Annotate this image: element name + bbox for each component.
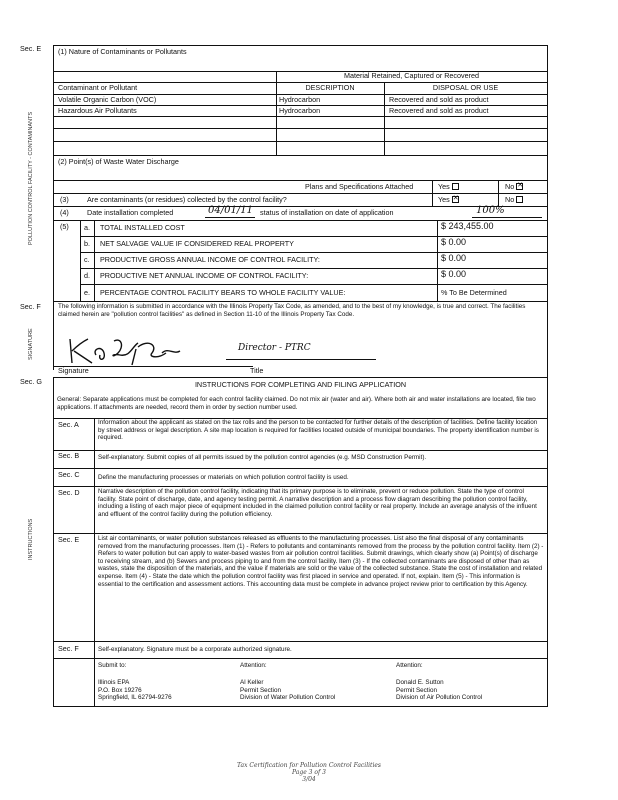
q4-status-value[interactable]: 100%	[476, 205, 505, 216]
attention-air-label: Attention:	[396, 662, 423, 669]
signature-image	[62, 333, 192, 367]
q4-date-value[interactable]: 04/01/11	[208, 205, 253, 216]
cost-label: PERCENTAGE CONTROL FACILITY BEARS TO WHOLE FACILITY VALUE:	[100, 288, 346, 297]
cost-label: TOTAL INSTALLED COST	[100, 223, 185, 232]
plans-attached-label: Plans and Specifications Attached	[305, 182, 414, 191]
cost-letter: d.	[84, 271, 90, 280]
submit-address: Illinois EPA P.O. Box 19276 Springfield, IL 62794-9276	[98, 679, 172, 702]
col-disposal: DISPOSAL OR USE	[432, 83, 499, 92]
q3-yes-checkbox[interactable]	[452, 196, 459, 203]
instr-sec-f-label: Sec. F	[58, 644, 79, 653]
q4-number: (4)	[60, 208, 69, 217]
instructions-heading: INSTRUCTIONS FOR COMPLETING AND FILING APPLICATION	[194, 380, 407, 389]
q3-question: Are contaminants (or residues) collected by the control facility?	[87, 195, 287, 204]
sec-e-side-label: POLLUTION CONTROL FACILITY - CONTAMINANTS	[28, 111, 34, 245]
col-contaminant: Contaminant or Pollutant	[58, 83, 138, 92]
footer-rev: 3/04	[302, 776, 316, 783]
instr-sec-d-text: Narrative description of the pollution control facility, indicating that its primary purpose is to eliminate, prevent or reduce pollution. State the type of control facility. State point of discharge, date, and agency testing permit. A narrative description and a process flow diagram describing the pollution control facility, including a listing of each major piece of equipment included in the claimed pollution control facility or real property. Include an average analysis of the influent and effluent of the control facility during the pollution efficiency.	[98, 488, 537, 518]
row-description: Hydrocarbon	[279, 95, 321, 104]
plans-yes-checkbox[interactable]	[452, 183, 459, 190]
q3-no-checkbox[interactable]	[516, 196, 523, 203]
submit-to-label: Submit to:	[98, 662, 127, 669]
q3-no: No	[505, 196, 523, 205]
sec-g-label: Sec. G	[20, 377, 42, 386]
instr-sec-c-label: Sec. C	[58, 470, 80, 479]
instr-sec-e-text: List air contaminants, or water pollution substances released as effluents to the manufacturing processes. List also the final disposal of any contaminants removed from the manufacturing processes. Item (1) - Refers to pollutants and contaminants removed from the process by the pollution control facility. Item (2) - Refers to water pollution but can apply to water-based wastes from air pollution control facilities. Submit drawings, which clearly show (a) Point(s) of discharge to receiving stream, and (b) Sewers and process piping to and from the control facility. Item (3) - If the collected contaminants are disposed of other than as wastes, state the disposition of the materials, and the value if materials are sold or the value of the collected substance. State the cost of installation and related expense. Item (4) - State the date which the pollution control facility was first placed in service and operated. If not, explain. Item (5) - This information is essential to the certification and assessment actions. This accounting data must be complete in advance project review prior to certification by this Agency.	[98, 535, 544, 588]
materials-header: Material Retained, Captured or Recovered	[343, 71, 480, 80]
instr-sec-e-label: Sec. E	[58, 535, 80, 544]
cost-value[interactable]: $ 0.00	[441, 237, 467, 247]
item-1-heading: (1) Nature of Contaminants or Pollutants	[58, 47, 187, 56]
footer	[150, 762, 468, 783]
attention-water: Al Keller Permit Section Division of Water Pollution Control	[240, 679, 336, 702]
instr-sec-f-text: Self-explanatory. Signature must be a corporate authorized signature.	[98, 646, 292, 653]
cost-value[interactable]: $ 0.00	[441, 269, 467, 279]
instr-sec-b-text: Self-explanatory. Submit copies of all permits issued by the pollution control agencies (e.g. MSD Construction Permit).	[98, 454, 427, 461]
col-description: DESCRIPTION	[305, 83, 355, 92]
general-instructions: General: Separate applications must be completed for each control facility claimed. Do not mix air (water and air). Where both air and water installations are located, file two applications. If attachments are needed, record them in order by section number used.	[57, 396, 536, 411]
title-value[interactable]: Director - PTRC	[238, 343, 311, 353]
cost-label: PRODUCTIVE GROSS ANNUAL INCOME OF CONTROL FACILITY:	[100, 255, 320, 264]
cost-label: NET SALVAGE VALUE IF CONSIDERED REAL PROPERTY	[100, 239, 294, 248]
instr-sec-a-label: Sec. A	[58, 420, 79, 429]
instr-sec-d-label: Sec. D	[58, 488, 80, 497]
instr-sec-a-text: Information about the applicant as stated on the tax rolls and the person to be contacted for further details of the description of facilities. Define facility location by street address or legal description. A site map location is required for facilities located outside of municipal boundaries. The property identification number is required.	[98, 419, 539, 442]
footer-page: Page 3 of 3	[292, 769, 326, 776]
q3-number: (3)	[60, 195, 69, 204]
cost-value[interactable]: $ 0.00	[441, 253, 467, 263]
attention-water-label: Attention:	[240, 662, 267, 669]
row-disposal: Recovered and sold as product	[389, 95, 489, 104]
cost-label: PRODUCTIVE NET ANNUAL INCOME OF CONTROL FACILITY:	[100, 271, 309, 280]
sec-g-side-label: INSTRUCTIONS	[28, 518, 34, 560]
row-contaminant: Hazardous Air Pollutants	[58, 106, 137, 115]
plans-no-checkbox[interactable]	[516, 183, 523, 190]
title-label: Title	[250, 366, 264, 375]
q4-status-label: status of installation on date of application	[260, 208, 394, 217]
certification-text: The following information is submitted in accordance with the Illinois Property Tax Code, as amended, and to the best of my knowledge, is true and correct. The facilities claimed herein are "pollution control facilities" as defined in Section 11-10 of the Illinois Property Tax Code.	[58, 303, 526, 318]
footer-title: Tax Certification for Pollution Control Facilities	[236, 762, 382, 769]
sec-f-label: Sec. F	[20, 302, 41, 311]
row-contaminant: Volatile Organic Carbon (VOC)	[58, 95, 157, 104]
sec-f-side-label: SIGNATURE	[28, 328, 34, 360]
plans-no: No✕	[505, 183, 523, 192]
signature-label: Signature	[58, 366, 89, 375]
row-disposal: Recovered and sold as product	[389, 106, 489, 115]
instr-sec-b-label: Sec. B	[58, 451, 80, 460]
cost-letter: e.	[84, 288, 90, 297]
cost-letter: a.	[84, 223, 90, 232]
q5-number: (5)	[60, 222, 69, 231]
attention-air: Donald E. Sutton Permit Section Division of Air Pollution Control	[396, 679, 483, 702]
q4-label: Date installation completed	[87, 208, 174, 217]
q3-yes: Yes✕	[438, 196, 459, 205]
item-2-heading: (2) Point(s) of Waste Water Discharge	[58, 157, 179, 166]
cost-letter: b.	[84, 239, 90, 248]
cost-value[interactable]: $ 243,455.00	[441, 221, 494, 231]
plans-yes: Yes	[438, 183, 459, 192]
row-description: Hydrocarbon	[279, 106, 321, 115]
cost-letter: c.	[84, 255, 90, 264]
sec-e-label: Sec. E	[20, 44, 42, 53]
cost-value[interactable]: % To Be Determined	[441, 288, 507, 297]
instr-sec-c-text: Define the manufacturing processes or materials on which pollution control facility is used.	[98, 474, 349, 481]
